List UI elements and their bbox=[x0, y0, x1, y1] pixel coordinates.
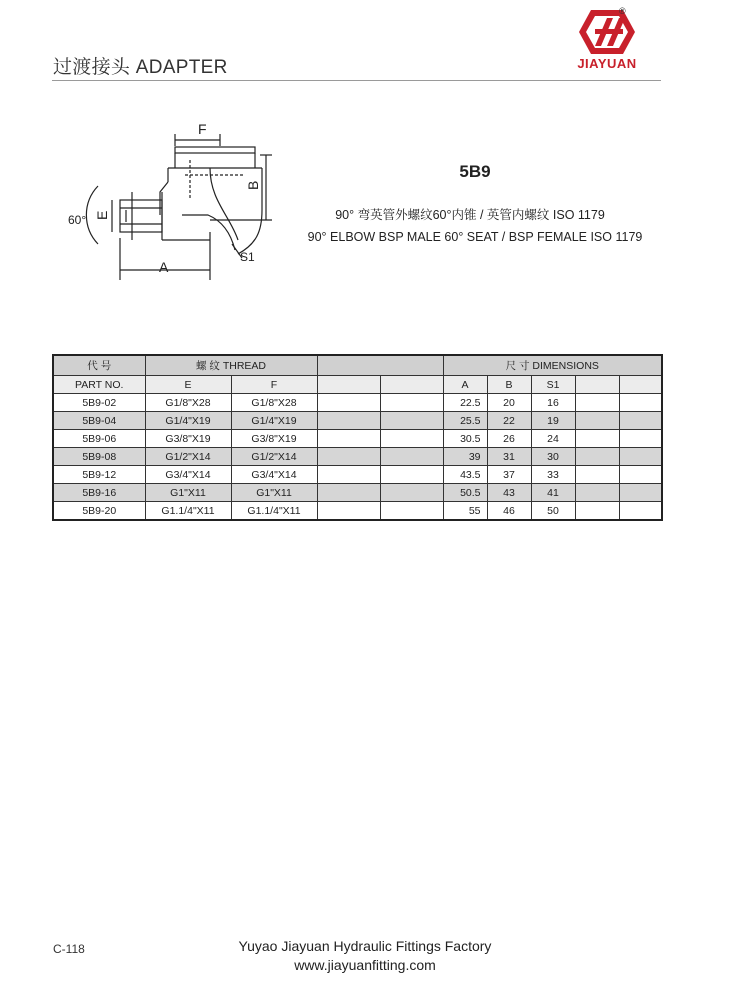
product-description-en: 90° ELBOW BSP MALE 60° SEAT / BSP FEMALE ISO 1179 bbox=[307, 230, 643, 244]
blank-cell bbox=[575, 466, 619, 484]
dim-a-cell: 39 bbox=[443, 448, 487, 466]
elbow-adapter-drawing bbox=[60, 120, 280, 280]
blank-cell bbox=[619, 394, 662, 412]
dim-b-cell: 26 bbox=[487, 430, 531, 448]
part-header-en: PART NO. bbox=[53, 376, 145, 394]
blank-cell bbox=[317, 484, 380, 502]
blank-subheader bbox=[575, 376, 619, 394]
part-number-cell: 5B9-04 bbox=[53, 412, 145, 430]
blank-cell bbox=[575, 412, 619, 430]
thread-f-cell: G1"X11 bbox=[231, 484, 317, 502]
blank-header bbox=[317, 355, 443, 376]
page-title: 过渡接头 ADAPTER bbox=[53, 57, 228, 78]
blank-cell bbox=[575, 484, 619, 502]
label-f: F bbox=[198, 121, 207, 137]
blank-cell bbox=[575, 502, 619, 521]
header-divider bbox=[52, 80, 661, 81]
dim-b-cell: 46 bbox=[487, 502, 531, 521]
blank-cell bbox=[619, 430, 662, 448]
dim-s1-cell: 50 bbox=[531, 502, 575, 521]
brand-logo bbox=[555, 6, 665, 76]
page-number: C-118 bbox=[53, 942, 85, 956]
spec-table-body bbox=[53, 394, 662, 521]
brand-name: JIAYUAN bbox=[577, 56, 637, 71]
blank-cell bbox=[317, 466, 380, 484]
dim-a-cell: 55 bbox=[443, 502, 487, 521]
col-f-header: F bbox=[231, 376, 317, 394]
thread-header: 螺 纹 THREAD bbox=[145, 355, 317, 376]
thread-f-cell: G3/8"X19 bbox=[231, 430, 317, 448]
spec-table bbox=[52, 354, 663, 521]
thread-f-cell: G1/4"X19 bbox=[231, 412, 317, 430]
table-row bbox=[53, 466, 662, 484]
dimensions-header: 尺 寸 DIMENSIONS bbox=[443, 355, 662, 376]
label-s1: S1 bbox=[240, 250, 255, 264]
blank-cell bbox=[317, 412, 380, 430]
company-name: Yuyao Jiayuan Hydraulic Fittings Factory bbox=[238, 938, 492, 954]
registered-mark: ® bbox=[619, 6, 626, 16]
blank-cell bbox=[317, 502, 380, 521]
thread-e-cell: G1/8"X28 bbox=[145, 394, 231, 412]
blank-cell bbox=[575, 394, 619, 412]
thread-e-cell: G1/2"X14 bbox=[145, 448, 231, 466]
dim-b-cell: 22 bbox=[487, 412, 531, 430]
dim-s1-cell: 24 bbox=[531, 430, 575, 448]
blank-cell bbox=[380, 430, 443, 448]
blank-cell bbox=[380, 412, 443, 430]
blank-cell bbox=[380, 484, 443, 502]
jiayuan-logo-icon bbox=[555, 6, 659, 58]
label-b: B bbox=[245, 180, 261, 190]
label-a: A bbox=[159, 259, 169, 275]
dim-s1-cell: 16 bbox=[531, 394, 575, 412]
col-a-header: A bbox=[443, 376, 487, 394]
part-number-cell: 5B9-08 bbox=[53, 448, 145, 466]
col-s1-header: S1 bbox=[531, 376, 575, 394]
table-row bbox=[53, 484, 662, 502]
blank-cell bbox=[380, 394, 443, 412]
thread-e-cell: G1"X11 bbox=[145, 484, 231, 502]
blank-cell bbox=[575, 448, 619, 466]
dim-b-cell: 31 bbox=[487, 448, 531, 466]
dim-b-cell: 43 bbox=[487, 484, 531, 502]
dim-a-cell: 25.5 bbox=[443, 412, 487, 430]
table-row bbox=[53, 412, 662, 430]
col-e-header: E bbox=[145, 376, 231, 394]
dim-a-cell: 50.5 bbox=[443, 484, 487, 502]
table-row bbox=[53, 430, 662, 448]
thread-e-cell: G1/4"X19 bbox=[145, 412, 231, 430]
dim-s1-cell: 30 bbox=[531, 448, 575, 466]
part-number-cell: 5B9-12 bbox=[53, 466, 145, 484]
part-number-cell: 5B9-16 bbox=[53, 484, 145, 502]
table-subheader-row bbox=[53, 376, 662, 394]
table-row bbox=[53, 448, 662, 466]
blank-cell bbox=[317, 448, 380, 466]
table-header-row bbox=[53, 355, 662, 376]
blank-cell bbox=[575, 430, 619, 448]
blank-subheader bbox=[317, 376, 380, 394]
col-b-header: B bbox=[487, 376, 531, 394]
thread-f-cell: G1/8"X28 bbox=[231, 394, 317, 412]
part-number-cell: 5B9-20 bbox=[53, 502, 145, 521]
blank-cell bbox=[619, 466, 662, 484]
blank-cell bbox=[619, 448, 662, 466]
thread-e-cell: G3/8"X19 bbox=[145, 430, 231, 448]
thread-e-cell: G3/4"X14 bbox=[145, 466, 231, 484]
blank-cell bbox=[317, 394, 380, 412]
dim-a-cell: 43.5 bbox=[443, 466, 487, 484]
blank-cell bbox=[380, 448, 443, 466]
part-number-cell: 5B9-02 bbox=[53, 394, 145, 412]
blank-cell bbox=[619, 484, 662, 502]
blank-cell bbox=[380, 466, 443, 484]
thread-f-cell: G3/4"X14 bbox=[231, 466, 317, 484]
dim-s1-cell: 41 bbox=[531, 484, 575, 502]
company-url[interactable]: www.jiayuanfitting.com bbox=[294, 957, 436, 973]
dim-a-cell: 22.5 bbox=[443, 394, 487, 412]
product-code: 5B9 bbox=[459, 162, 491, 181]
dim-s1-cell: 19 bbox=[531, 412, 575, 430]
dim-b-cell: 37 bbox=[487, 466, 531, 484]
product-description-cn: 90° 弯英管外螺纹60°内锥 / 英管内螺纹 ISO 1179 bbox=[335, 208, 605, 222]
blank-cell bbox=[619, 412, 662, 430]
blank-cell bbox=[380, 502, 443, 521]
part-number-cell: 5B9-06 bbox=[53, 430, 145, 448]
label-e: E bbox=[94, 210, 110, 220]
blank-cell bbox=[619, 502, 662, 521]
dim-b-cell: 20 bbox=[487, 394, 531, 412]
thread-e-cell: G1.1/4"X11 bbox=[145, 502, 231, 521]
blank-cell bbox=[317, 430, 380, 448]
dim-a-cell: 30.5 bbox=[443, 430, 487, 448]
thread-f-cell: G1.1/4"X11 bbox=[231, 502, 317, 521]
thread-f-cell: G1/2"X14 bbox=[231, 448, 317, 466]
table-row bbox=[53, 394, 662, 412]
blank-subheader bbox=[619, 376, 662, 394]
part-header-cn: 代 号 bbox=[53, 355, 145, 376]
label-angle: 60° bbox=[68, 213, 87, 227]
table-row bbox=[53, 502, 662, 521]
dim-s1-cell: 33 bbox=[531, 466, 575, 484]
blank-subheader bbox=[380, 376, 443, 394]
